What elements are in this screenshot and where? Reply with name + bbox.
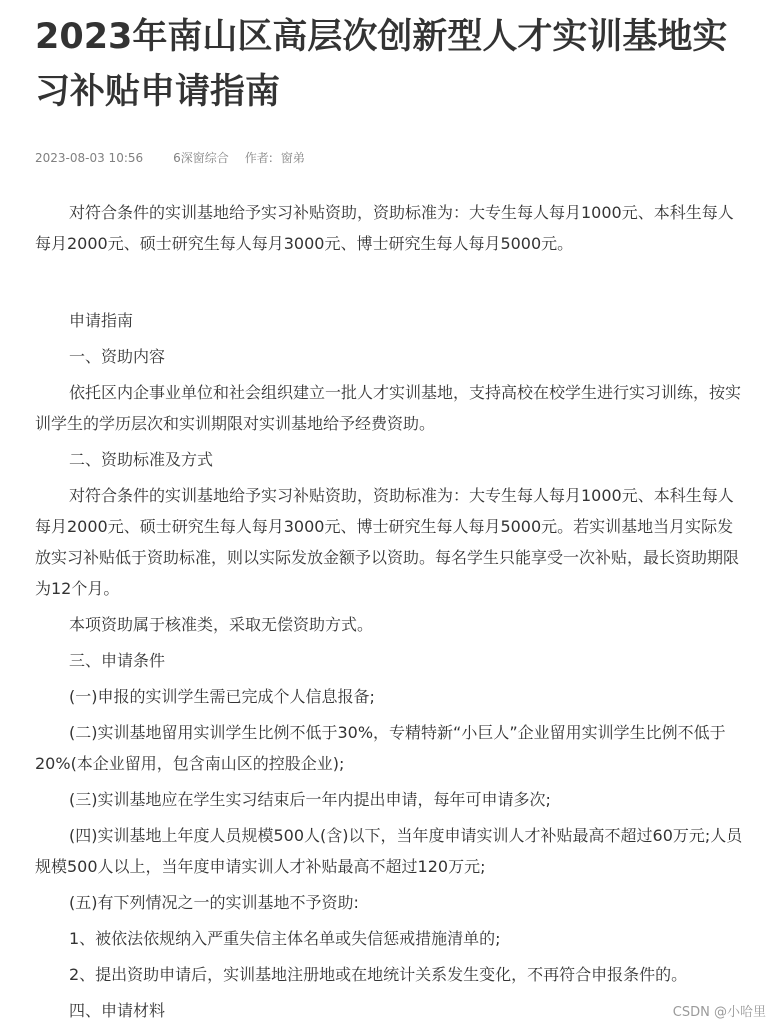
section-heading: 三、申请条件 bbox=[69, 651, 166, 670]
condition-item: (一)申报的实训学生需已完成个人信息报备; bbox=[69, 687, 375, 706]
exclusion-item: 1、被依法依规纳入严重失信主体名单或失信惩戒措施清单的; bbox=[69, 929, 501, 948]
article-title: 2023年南山区高层次创新型人才实训基地实习补贴申请指南 bbox=[35, 17, 728, 112]
article-meta bbox=[35, 150, 747, 166]
author-label: 作者: bbox=[244, 151, 273, 165]
publish-date: 2023-08-03 10:56 bbox=[35, 151, 144, 165]
section-heading: 一、资助内容 bbox=[69, 347, 166, 366]
paragraph: 对符合条件的实训基地给予实习补贴资助，资助标准为：大专生每人每月1000元、本科生每人每月2000元、硕士研究生每人每月3000元、博士研究生每人每月5000元。若实训基地当月实际发放实习补贴低于资助标准，则以实际发放金额予以资助。每名学生只能享受一次补贴，最长资助期限为12个月。 bbox=[35, 486, 740, 598]
paragraph-spacer bbox=[35, 259, 747, 305]
condition-item: (四)实训基地上年度人员规模500人(含)以下，当年度申请实训人才补贴最高不超过60万元;人员规模500人以上，当年度申请实训人才补贴最高不超过120万元; bbox=[35, 826, 743, 876]
paragraph: 依托区内企事业单位和社会组织建立一批人才实训基地，支持高校在校学生进行实习训练，按实训学生的学历层次和实训期限对实训基地给予经费资助。 bbox=[35, 383, 742, 433]
section-heading: 四、申请材料 bbox=[69, 1001, 166, 1020]
section-heading-guide: 申请指南 bbox=[69, 311, 134, 330]
paragraph: 本项资助属于核准类，采取无偿资助方式。 bbox=[69, 615, 374, 634]
source-link[interactable]: 6深窗综合 bbox=[173, 151, 229, 165]
condition-item: (二)实训基地留用实训学生比例不低于30%，专精特新“小巨人”企业留用实训学生比例不低于20%(本企业留用，包含南山区的控股企业); bbox=[35, 723, 726, 773]
condition-item: (三)实训基地应在学生实习结束后一年内提出申请，每年可申请多次; bbox=[69, 790, 551, 809]
section-heading: 二、资助标准及方式 bbox=[69, 450, 214, 469]
condition-item: (五)有下列情况之一的实训基地不予资助: bbox=[69, 893, 359, 912]
article bbox=[35, 0, 747, 1031]
article-content bbox=[35, 197, 747, 1026]
csdn-watermark: CSDN @小哈里 bbox=[672, 1005, 766, 1020]
lead-paragraph: 对符合条件的实训基地给予实习补贴资助，资助标准为：大专生每人每月1000元、本科生每人每月2000元、硕士研究生每人每月3000元、博士研究生每人每月5000元。 bbox=[35, 203, 734, 253]
exclusion-item: 2、提出资助申请后，实训基地注册地或在地统计关系发生变化，不再符合申报条件的。 bbox=[69, 965, 688, 984]
author-name: 窗弟 bbox=[280, 151, 305, 165]
